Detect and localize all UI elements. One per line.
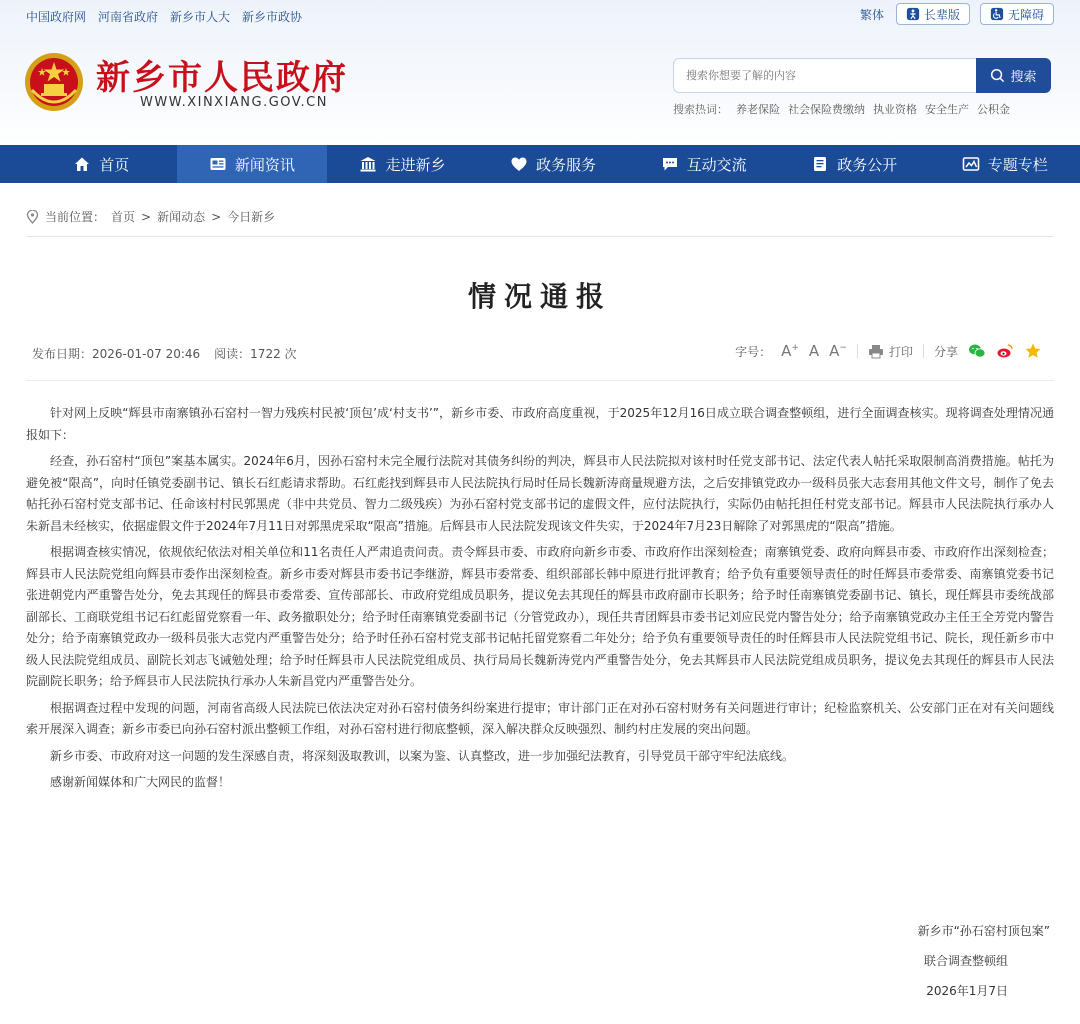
top-link[interactable]: 新乡市人大 <box>170 10 231 24</box>
font-reset-button[interactable]: A <box>808 342 820 360</box>
home-icon <box>73 155 91 173</box>
wechat-icon[interactable] <box>968 342 986 360</box>
top-link[interactable]: 中国政府网 <box>26 10 87 24</box>
accessibility-label: 无障碍 <box>1007 7 1044 22</box>
view-count: 阅读：1722 次 <box>214 347 297 361</box>
search-bar <box>673 58 1051 93</box>
print-button[interactable]: 打印 <box>868 343 913 360</box>
hot-word-link[interactable]: 执业资格 <box>873 103 917 116</box>
article-title: 情况通报 <box>467 280 612 313</box>
accessibility-button[interactable] <box>980 3 1054 25</box>
heart-icon <box>510 155 528 173</box>
article-paragraph: 针对网上反映“辉县市南寨镇孙石窑村一智力残疾村民被‘顶包’成‘村支书’”，新乡市委、市政府高度重视，于2025年12月16日成立联合调查整顿组，进行全面调查核实。现将调查处理情况通报如下： <box>26 406 1054 442</box>
hot-word-link[interactable]: 安全生产 <box>925 103 969 116</box>
font-increase-button[interactable]: A+ <box>781 342 799 360</box>
site-header <box>0 0 1080 145</box>
elder-icon <box>906 7 920 21</box>
font-size-label: 字号： <box>735 344 772 359</box>
tools-separator <box>857 344 858 358</box>
search-button-label: 搜索 <box>1010 70 1037 85</box>
nav-label: 首页 <box>99 155 130 174</box>
building-icon <box>359 155 377 173</box>
article-tools <box>735 342 1042 360</box>
breadcrumb-separator: > <box>211 209 222 224</box>
hot-word-link[interactable]: 公积金 <box>977 103 1010 116</box>
site-domain: WWW.XINXIANG.GOV.CN <box>140 95 328 110</box>
breadcrumb-separator: > <box>141 209 152 224</box>
printer-icon <box>868 344 884 359</box>
hot-words <box>673 101 1010 117</box>
breadcrumb-item[interactable]: 新闻动态 <box>157 210 206 224</box>
search-input[interactable] <box>673 58 976 93</box>
search-button[interactable] <box>976 58 1051 93</box>
favorite-star-icon[interactable] <box>1024 342 1042 360</box>
breadcrumb <box>26 208 275 225</box>
article-body <box>26 403 1054 799</box>
nav-item-interaction[interactable] <box>628 145 779 183</box>
nav-label: 专题专栏 <box>987 155 1048 174</box>
nav-item-about[interactable] <box>327 145 478 183</box>
nav-label: 政务公开 <box>837 155 898 174</box>
article-paragraph: 新乡市委、市政府对这一问题的发生深感自责，将深刻汲取教训，以案为鉴、认真整改，进一步加强纪法教育，引导党员干部守牢纪法底线。 <box>50 748 795 763</box>
breadcrumb-item[interactable]: 今日新乡 <box>227 210 276 224</box>
nav-label: 互动交流 <box>686 155 747 174</box>
chat-icon <box>661 155 679 173</box>
elder-mode-button[interactable] <box>896 3 970 25</box>
article-paragraph: 根据调查过程中发现的问题，河南省高级人民法院已依法决定对孙石窑村债务纠纷案进行提审；审计部门正在对孙石窑村财务有关问题进行审计；纪检监察机关、公安部门正在对有关问题线索开展深入调查；新乡市委已向孙石窑村派出整顿工作组，对孙石窑村进行彻底整顿，深入解决群众反映强烈、制约村庄发展的突出问题。 <box>26 700 1054 736</box>
meta-divider <box>26 380 1054 381</box>
signature-line: 联合调查整顿组 <box>923 954 1008 968</box>
document-icon <box>811 155 829 173</box>
font-decrease-button[interactable]: A− <box>829 342 847 360</box>
publish-date: 发布日期：2026-01-07 20:46 <box>32 347 201 361</box>
nav-item-disclosure[interactable] <box>779 145 930 183</box>
article-meta <box>32 345 297 362</box>
weibo-icon[interactable] <box>996 342 1014 360</box>
signature-line: 新乡市“孙石窑村顶包案” <box>917 924 1050 938</box>
breadcrumb-label: 当前位置： <box>45 210 106 224</box>
top-right-tools <box>860 3 1054 25</box>
site-title: 新乡市人民政府 <box>96 58 348 98</box>
hot-words-label: 搜索热词： <box>673 103 728 116</box>
nav-item-services[interactable] <box>478 145 629 183</box>
wheelchair-icon <box>990 7 1004 21</box>
nav-label: 走进新乡 <box>385 155 446 174</box>
tools-separator <box>923 344 924 358</box>
nav-item-topics[interactable] <box>929 145 1080 183</box>
nav-label: 新闻资讯 <box>234 155 295 174</box>
breadcrumb-divider <box>26 236 1054 237</box>
signature-date: 2026年1月7日 <box>926 984 1008 998</box>
elder-mode-label: 长辈版 <box>923 7 960 22</box>
nav-label: 政务服务 <box>536 155 597 174</box>
article-paragraph: 根据调查核实情况，依规依纪依法对相关单位和11名责任人严肃追责问责。责令辉县市委、市政府向新乡市委、市政府作出深刻检查；南寨镇党委、政府向辉县市委、市政府作出深刻检查；辉县市人民法院党组向辉县市委作出深刻检查。新乡市委对辉县市委书记李继游，辉县市委常委、组织部部长韩中原进行批评教育；给予负有重要领导责任的时任辉县市委常委、南寨镇党委书记张进朝党内严重警告处分，免去其现任的辉县市委常委、宣传部部长、市政府党组成员职务，提议免去其现任的辉县市政府副市长职务；给予时任南寨镇党委副书记、镇长，现任辉县市委统战部副部长、工商联党组书记石红彪留党察看一年、政务撤职处分；给予时任南寨镇党委副书记（分管党政办），现任共青团辉县市委书记刘应民党内警告处分；给予南寨镇党政办主任王全芳党内警告处分；给予南寨镇党政办一级科员张大志党内严重警告处分；给予时任孙石窑村党支部书记帖托留党察看二年处分；给予负有重要领导责任的时任辉县市人民法院党组书记、院长，现任新乡市中级人民法院党组成员、副院长刘志飞诫勉处理；给予时任辉县市人民法院党组成员、执行局局长魏新涛党内严重警告处分，免去其辉县市人民法院党组成员职务，提议免去其现任的辉县市人民法院副院长职务；给予辉县市人民法院执行承办人朱新昌党内严重警告处分。 <box>26 545 1054 688</box>
national-emblem-logo <box>24 52 84 112</box>
hot-word-link[interactable]: 社会保险费缴纳 <box>788 103 865 116</box>
nav-item-home[interactable] <box>26 145 177 183</box>
traditional-chinese-link[interactable]: 繁体 <box>859 7 884 22</box>
article-paragraph: 经查，孙石窑村“顶包”案基本属实。2024年6月，因孙石窑村未完全履行法院对其债务纠纷的判决，辉县市人民法院拟对该村时任党支部书记、法定代表人帖托采取限制高消费措施。帖托为避免被“限高”，向时任镇党委副书记、镇长石红彪请求帮助。石红彪找到辉县市人民法院执行局时任局长魏新涛商量规避方法，之后安排镇党政办一级科员张大志套用其他文件文号，制作了免去帖托孙石窑村党支部书记、任命该村村民郭黑虎（非中共党员、智力二级残疾）为孙石窑村党支部书记的虚假文件，应付法院执行，实际仍由帖托担任村党支部书记。辉县市人民法院执行承办人朱新昌未经核实，依据虚假文件于2024年7月11日对郭黑虎采取“限高”措施。后辉县市人民法院发现该文件失实，于2024年7月23日解除了对郭黑虎的“限高”措施。 <box>26 454 1054 533</box>
top-links <box>26 8 302 25</box>
news-icon <box>209 155 227 173</box>
location-pin-icon <box>26 210 39 224</box>
main-nav <box>0 145 1080 183</box>
article-paragraph: 感谢新闻媒体和广大网民的监督！ <box>50 775 231 789</box>
nav-item-news[interactable] <box>177 145 328 183</box>
top-link[interactable]: 新乡市政协 <box>242 10 303 24</box>
share-label: 分享 <box>933 344 958 359</box>
breadcrumb-item[interactable]: 首页 <box>111 210 136 224</box>
top-link[interactable]: 河南省政府 <box>98 10 159 24</box>
hot-word-link[interactable]: 养老保险 <box>736 103 780 116</box>
topics-icon <box>962 155 980 173</box>
search-icon <box>990 68 1005 83</box>
